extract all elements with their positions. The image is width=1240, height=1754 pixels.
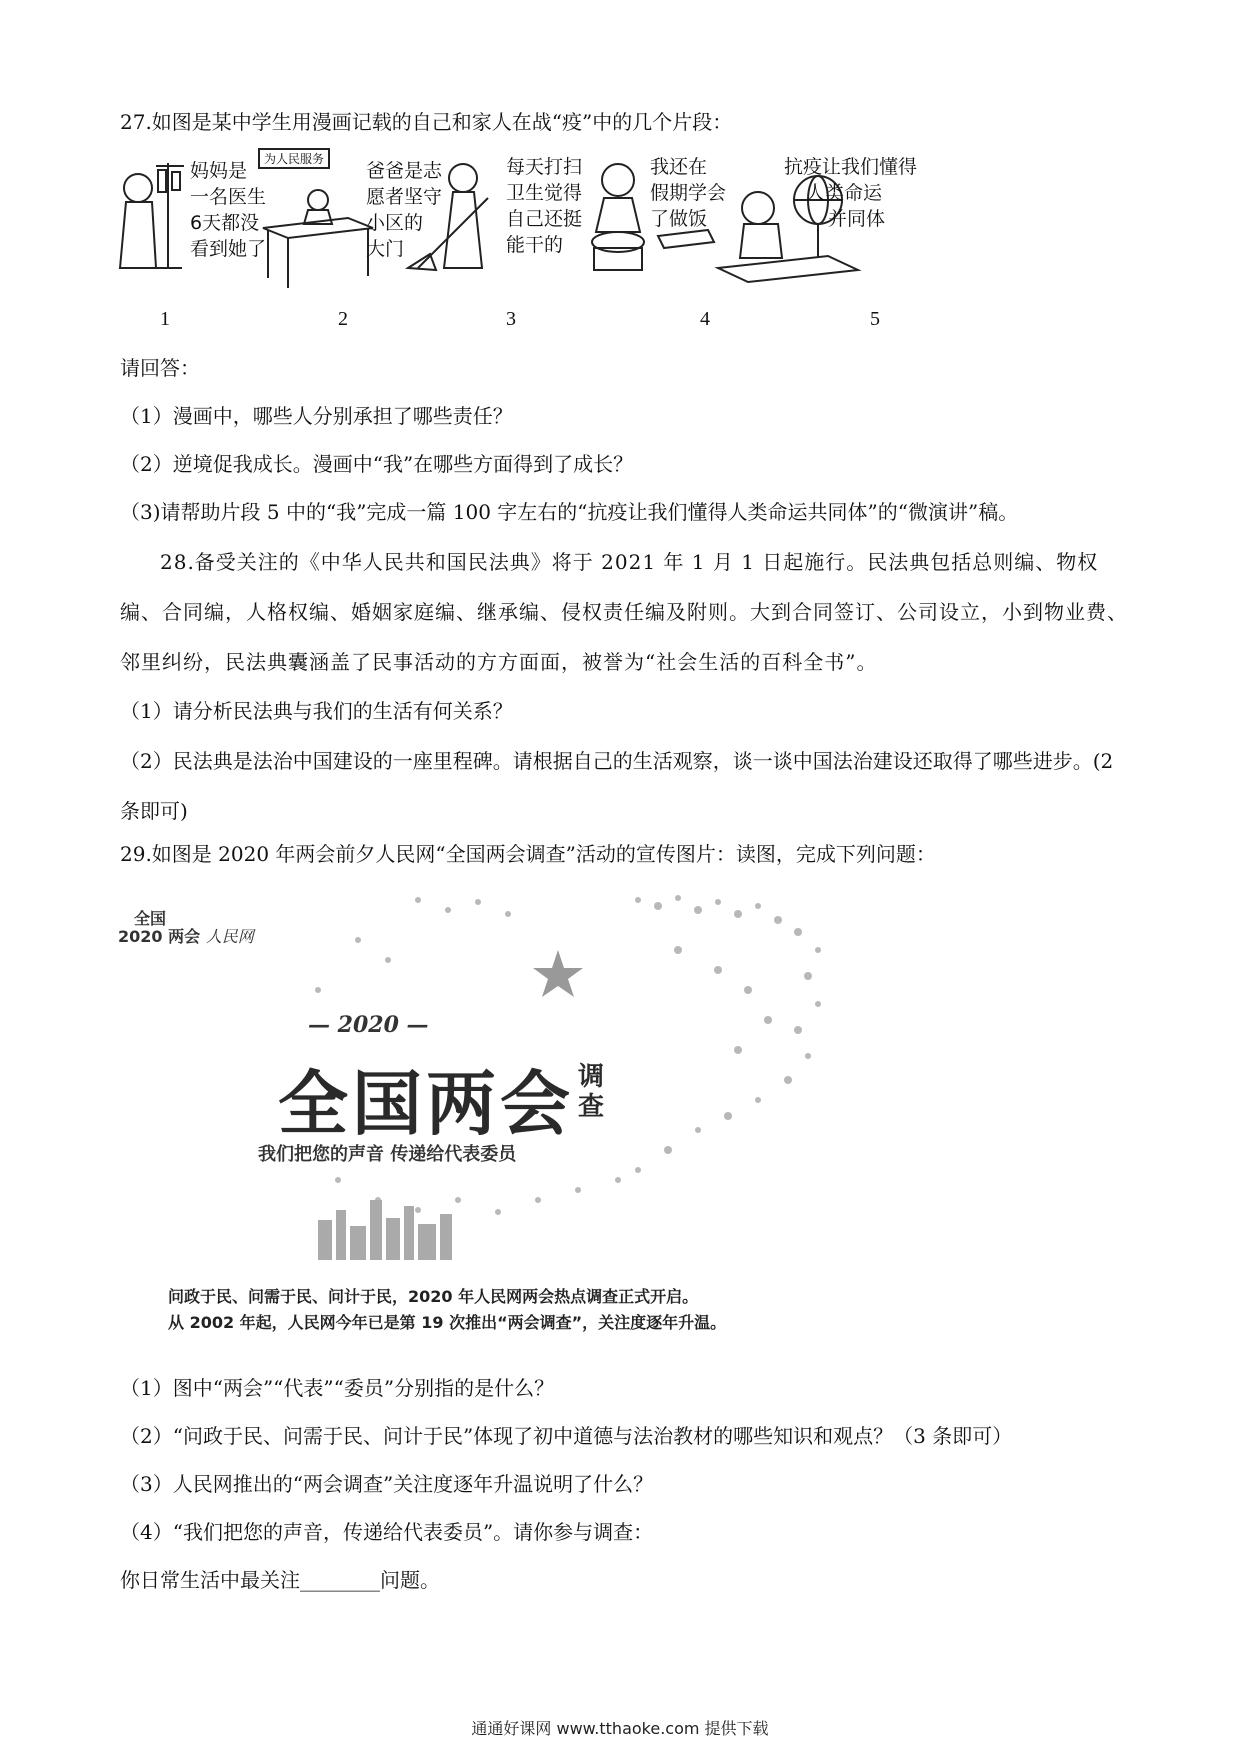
q28-sub-1: （1）请分析民法典与我们的生活有何关系？	[120, 699, 513, 723]
panel-number-3: 3	[506, 308, 516, 330]
panel-number-1: 1	[160, 308, 170, 330]
q28-sub-2: （2）民法典是法治中国建设的一座里程碑。请根据自己的生活观察，谈一谈中国法治建设还取得了哪些进步。(2 条即可)	[120, 749, 1114, 823]
poster-caption-2: 从 2002 年起，人民网今年已是第 19 次推出“两会调查”，关注度逐年升温。	[168, 1313, 727, 1332]
panel-4-caption: 我还在 假期学会 了做饭	[650, 156, 727, 230]
q29-sub-3: （3）人民网推出的“两会调查”关注度逐年升温说明了什么？	[120, 1472, 654, 1496]
panel-number-4: 4	[700, 308, 710, 330]
poster-year: — 2020 —	[308, 1012, 429, 1038]
panel-3-caption: 每天打扫 卫生觉得 自己还挺 能干的	[506, 156, 583, 256]
q28-stem: 28.备受关注的《中华人民共和国民法典》将于 2021 年 1 月 1 日起施行。民法典包括总则编、物权编、合同编，人格权编、婚姻家庭编、继承编、侵权责任编及附则。大到合同签订、公司设立，小到物业费、邻里纠纷，民法典囊涵盖了民事活动的方方面面，被誉为“社会生活的百科全书”。	[120, 550, 1128, 674]
q27-stem: 27.如图是某中学生用漫画记载的自己和家人在战“疫”中的几个片段：	[120, 110, 733, 134]
q29-sub-2: （2）“问政于民、问需于民、问计于民”体现了初中道德与法治教材的哪些知识和观点？（3 条即可）	[120, 1424, 1013, 1448]
q29-fill-blank: 你日常生活中最关注________问题。	[120, 1568, 440, 1592]
poster-brand: 全国 2020 两会 人民网	[118, 909, 254, 946]
q27-sub-2: （2）逆境促我成长。漫画中“我”在哪些方面得到了成长？	[120, 452, 634, 476]
poster-slogan: 我们把您的声音 传递给代表委员	[258, 1144, 517, 1165]
poster-caption-1: 问政于民、问需于民、问计于民，2020 年人民网两会热点调查正式开启。	[168, 1287, 699, 1306]
doctor-figure	[120, 163, 184, 268]
desk-figure	[263, 190, 373, 288]
poster-survey-char-2: 查	[578, 1092, 605, 1122]
city-skyline-icon	[318, 1200, 452, 1260]
q27-prompt: 请回答：	[120, 356, 200, 380]
page-footer: 通通好课网 www.tthaoke.com 提供下载	[471, 1719, 769, 1738]
comic-strip	[118, 152, 948, 330]
panel-number-5: 5	[870, 308, 880, 330]
panel-5-caption: 抗疫让我们懂得 人类命运 并同体	[784, 156, 918, 230]
q27-sub-1: （1）漫画中，哪些人分别承担了哪些责任？	[120, 404, 513, 428]
star-icon	[533, 950, 583, 997]
poster-title: 全国两会	[278, 1062, 574, 1145]
q29-stem: 29.如图是 2020 年两会前夕人民网“全国两会调查”活动的宣传图片：读图，完成下列问题：	[120, 842, 936, 866]
panel-number-2: 2	[338, 308, 348, 330]
panel-1-caption: 妈妈是 一名医生 6天都没 看到她了	[190, 160, 267, 260]
lianghui-survey-poster	[118, 880, 838, 1340]
panel-2-caption: 爸爸是志 愿者坚守 小区的 大门	[366, 160, 443, 260]
q27-sub-3: （3)请帮助片段 5 中的“我”完成一篇 100 字左右的“抗疫让我们懂得人类命运共同体”的“微演讲”稿。	[120, 500, 1019, 524]
poster-survey-char-1: 调	[578, 1062, 605, 1092]
q29-sub-1: （1）图中“两会”“代表”“委员”分别指的是什么？	[120, 1376, 555, 1400]
q29-sub-4: （4）“我们把您的声音，传递给代表委员”。请你参与调查：	[120, 1520, 654, 1544]
serve-people-sign: 为人民服务	[258, 148, 330, 169]
